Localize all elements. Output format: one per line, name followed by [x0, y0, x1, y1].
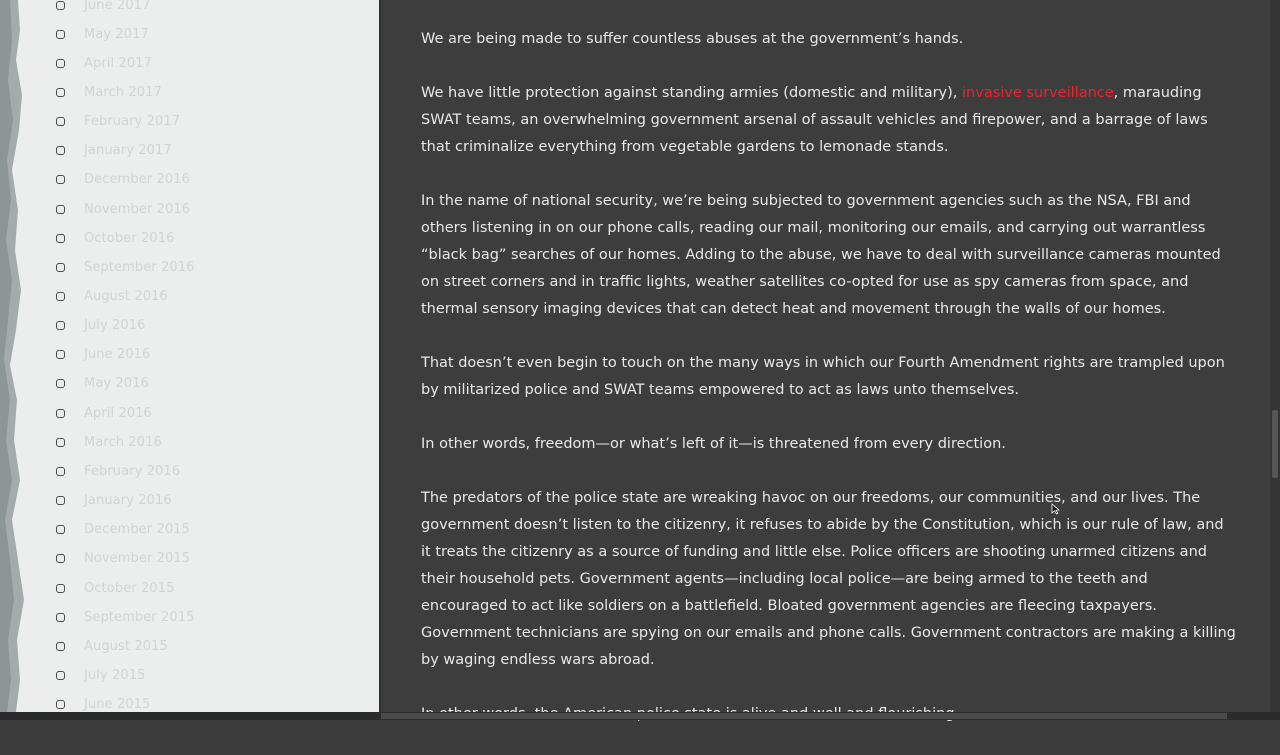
archive-link-label: November 2016 [84, 201, 191, 217]
bullet-icon [56, 642, 65, 651]
archive-link-label: December 2016 [84, 172, 190, 188]
bullet-icon [56, 467, 65, 476]
archive-link-label: August 2016 [84, 289, 168, 304]
archive-link-label: May 2016 [84, 376, 149, 392]
bullet-icon [56, 175, 65, 184]
bullet-icon [56, 30, 65, 39]
bullet-icon [56, 496, 65, 505]
bullet-icon [56, 234, 65, 243]
bullet-icon [56, 438, 65, 447]
archive-sidebar [0, 0, 379, 712]
bullet-icon [56, 379, 65, 388]
archive-link-label: September 2016 [84, 259, 195, 275]
bullet-icon [56, 263, 65, 272]
archive-link-label: October 2015 [84, 580, 175, 596]
bullet-icon [56, 700, 65, 709]
archive-link[interactable] [56, 0, 150, 15]
paragraph-text: We have little protection against standing armies (domestic and military), [421, 85, 963, 101]
bullet-icon [56, 671, 65, 680]
archive-link-label: October 2016 [84, 230, 175, 246]
archive-link-label: January 2017 [84, 143, 172, 159]
archive-link[interactable] [56, 316, 146, 336]
archive-link-label: November 2015 [84, 551, 191, 567]
torn-paper-edge [0, 0, 28, 712]
archive-link-label: April 2017 [84, 55, 152, 71]
archive-link[interactable] [56, 112, 180, 132]
archive-link[interactable] [56, 461, 180, 481]
archive-link-label: December 2015 [84, 522, 190, 538]
paragraph-text: , marauding SWAT teams, an overwhelming government arsenal of assault vehicles and firepower, and a barrage of laws that criminalize everything from vegetable gardens to lemonade stands. [421, 85, 1208, 155]
paragraph: We are being made to suffer countless abuses at the government’s hands. [421, 31, 964, 47]
archive-link[interactable] [56, 578, 174, 598]
archive-link[interactable] [56, 403, 152, 423]
archive-link[interactable] [56, 287, 168, 307]
archive-link-label: March 2016 [84, 434, 162, 450]
paragraph: In the name of national security, we’re being subjected to government agencies such as the NSA, FBI and others listening in on our phone calls, reading our mail, monitoring our emails, and carrying out warrantless “black bag” searches of our homes. Adding to the abuse, we have to deal with surveillance cameras mounted on street corners and in traffic lights, weather satellites co-opted for use as spy cameras from space, and thermal sensory imaging devices that can detect heat and movement through the walls of our homes. [421, 193, 1221, 317]
archive-link[interactable] [56, 53, 152, 73]
archive-link-label: March 2017 [84, 84, 162, 100]
archive-link-label: May 2017 [84, 26, 149, 42]
archive-link[interactable] [56, 24, 149, 44]
archive-link[interactable] [56, 520, 190, 540]
archive-link[interactable] [56, 199, 190, 219]
archive-link[interactable] [56, 607, 194, 627]
archive-link-label: June 2015 [84, 697, 151, 712]
bullet-icon [56, 117, 65, 126]
archive-link[interactable] [56, 141, 172, 161]
archive-link[interactable] [56, 665, 146, 685]
bullet-icon [56, 584, 65, 593]
bullet-icon [56, 409, 65, 418]
archive-link[interactable] [56, 228, 174, 248]
article-body [421, 26, 1236, 755]
archive-link[interactable] [56, 695, 150, 712]
vertical-scrollbar[interactable] [1270, 0, 1280, 712]
archive-link[interactable] [56, 82, 162, 102]
archive-link-label: February 2016 [84, 463, 181, 479]
main-content [381, 0, 1270, 712]
bullet-icon [56, 613, 65, 622]
paragraph: That doesn’t even begin to touch on the many ways in which our Fourth Amendment rights are trampled upon by militarized police and SWAT teams empowered to act as laws unto themselves. [421, 355, 1225, 398]
bullet-icon [56, 205, 65, 214]
bullet-icon [56, 146, 65, 155]
vertical-scrollbar-thumb[interactable] [1272, 410, 1278, 478]
archive-link-label: July 2016 [84, 318, 146, 334]
bullet-icon [56, 350, 65, 359]
archive-link[interactable] [56, 345, 150, 365]
archive-link-label: April 2016 [84, 405, 152, 421]
archive-link-label: September 2015 [84, 609, 195, 625]
archive-link[interactable] [56, 170, 190, 190]
paragraph: In other words, freedom—or what’s left of it—is threatened from every direction. [421, 436, 1006, 452]
bullet-icon [56, 292, 65, 301]
archive-link-label: January 2016 [84, 493, 172, 509]
archive-link-label: August 2015 [84, 638, 168, 654]
paragraph: The predators of the police state are wreaking havoc on our freedoms, our communities, and our lives. The government doesn’t listen to the citizenry, it refuses to abide by the Constitution, which is our rule of law, and it treats the citizenry as a source of funding and little else. Police officers are shooting unarmed citizens and their household pets. Government agents—including local police—are being armed to the teeth and encouraged to act like soldiers on a battlefield. Bloated government agencies are fleecing taxpayers. Government technicians are spying on our emails and phone calls. Government contractors are making a killing by waging endless wars abroad. [421, 490, 1236, 668]
archive-link[interactable] [56, 491, 172, 511]
bullet-icon [56, 525, 65, 534]
archive-link[interactable] [56, 636, 168, 656]
invasive-surveillance-link[interactable]: invasive surveillance [962, 85, 1114, 101]
bullet-icon [56, 59, 65, 68]
archive-link[interactable] [56, 549, 190, 569]
archive-link[interactable] [56, 374, 149, 394]
archive-link[interactable] [56, 432, 162, 452]
bullet-icon [56, 321, 65, 330]
horizontal-scrollbar-thumb[interactable] [381, 713, 1227, 719]
archive-link-label: June 2016 [84, 347, 151, 363]
bullet-icon [56, 1, 65, 10]
paragraph [421, 80, 1236, 161]
archive-link[interactable] [56, 257, 194, 277]
bullet-icon [56, 554, 65, 563]
mouse-cursor-icon [1051, 503, 1060, 515]
archive-link-label: February 2017 [84, 114, 181, 130]
archive-link-label: July 2015 [84, 667, 146, 683]
archive-link-label: June 2017 [84, 0, 151, 13]
bullet-icon [56, 88, 65, 97]
